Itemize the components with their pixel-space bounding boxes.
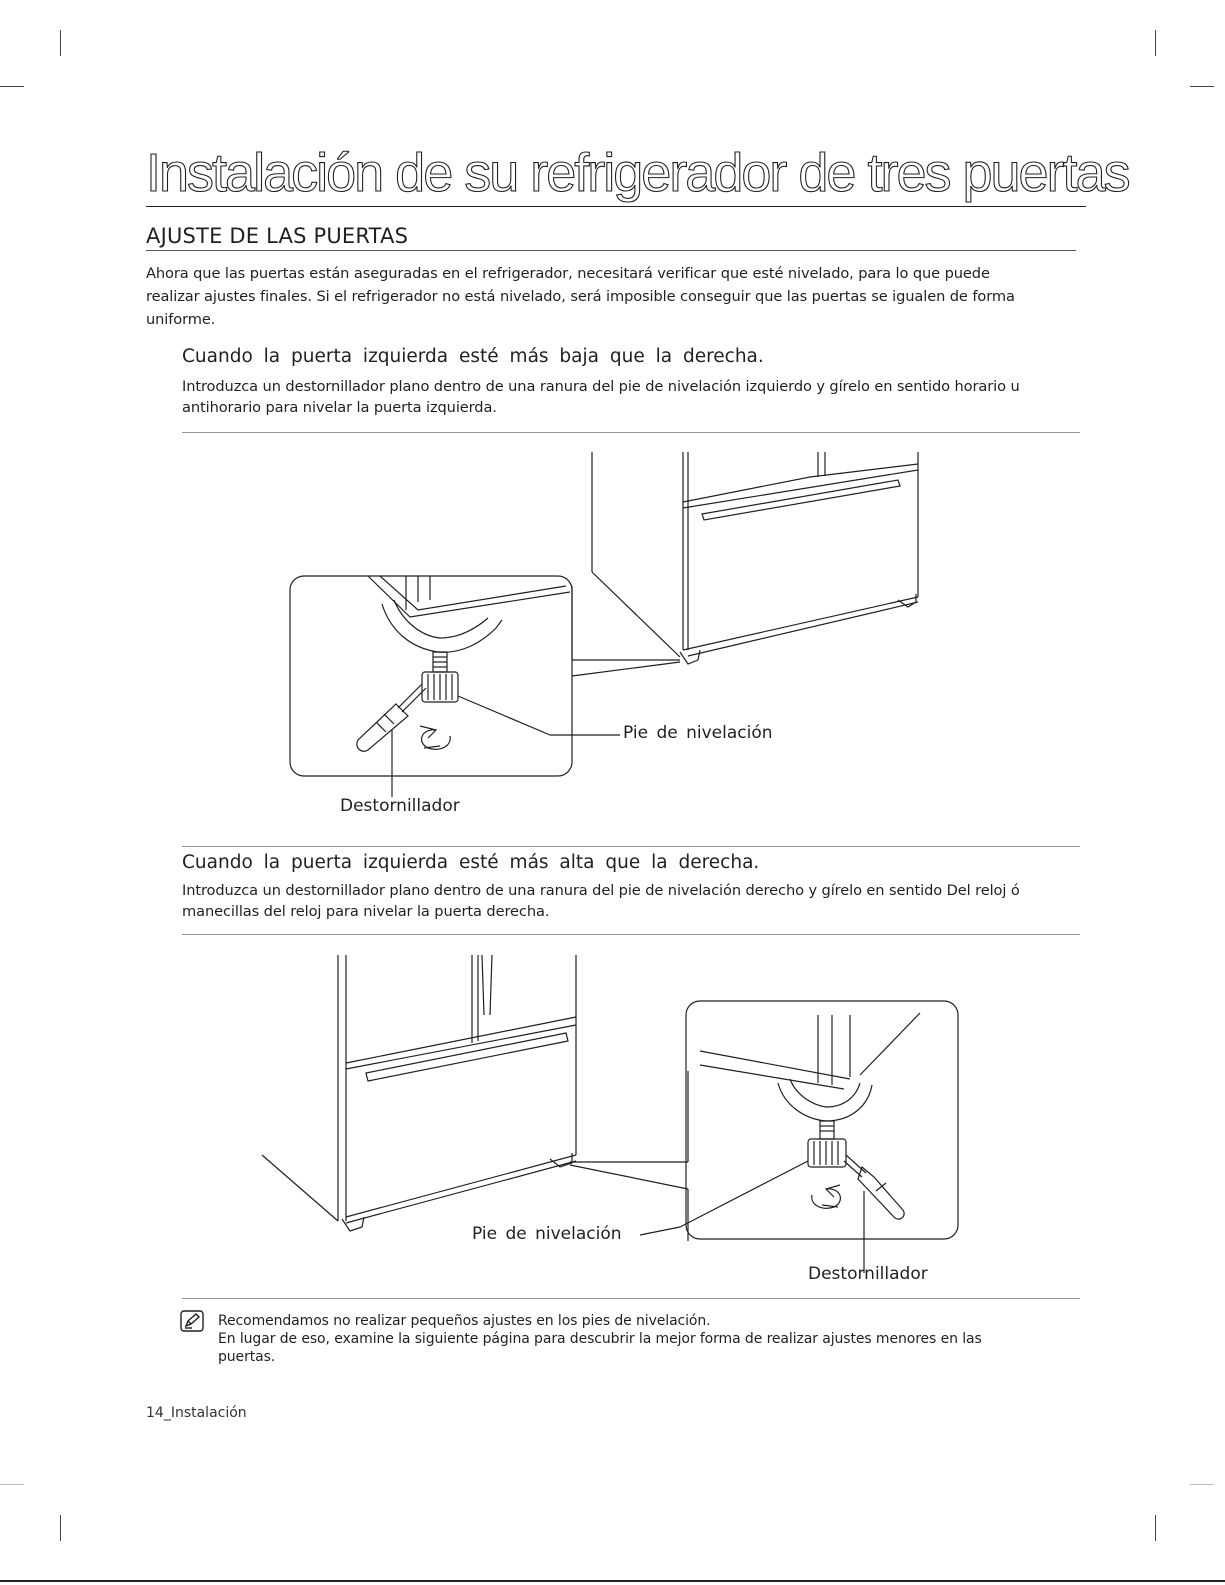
divider [182,934,1080,935]
crop-mark [0,86,24,87]
right-foot-adjust-illustration [260,955,960,1255]
screwdriver-label: Destornillador [340,796,460,816]
screwdriver-label: Destornillador [808,1264,928,1284]
crop-mark [0,1484,24,1485]
left-foot-adjust-illustration [270,452,930,832]
divider [182,432,1080,433]
page-title: Instalación de su refrigerador de tres puertas [146,140,1086,207]
case-left-higher-text: Introduzca un destornillador plano dentro de una ranura del pie de nivelación derecho y gírelo en sentido Del reloj ó manecillas del reloj para nivelar la puerta derecha. [182,882,1020,920]
crop-mark [1155,30,1156,56]
intro-paragraph: Ahora que las puertas están aseguradas en el refrigerador, necesitará verificar que esté nivelado, para lo que puede realizar ajustes finales. Si el refrigerador no está nivelado, será imposible conseguir que las puertas se igualen de forma uniforme. [146,265,1015,328]
crop-mark [1190,86,1214,87]
crop-mark [1155,1515,1156,1541]
note-line-1: Recomendamos no realizar pequeños ajustes en los pies de nivelación. [218,1313,711,1329]
divider [182,1298,1080,1299]
case-left-lower-text: Introduzca un destornillador plano dentro de una ranura del pie de nivelación izquierdo y gírelo en sentido horario u antihorario para nivelar la puerta izquierda. [182,378,1020,416]
case-left-lower-heading: Cuando la puerta izquierda esté más baja que la derecha. [182,346,764,367]
crop-mark [1190,1484,1214,1485]
note-text [218,1312,1038,1366]
note-icon [180,1310,206,1334]
page-footer: 14_Instalación [146,1405,247,1421]
note-line-2: En lugar de eso, examine la siguiente página para descubrir la mejor forma de realizar ajustes menores en las puertas. [218,1331,982,1365]
case-left-higher-heading: Cuando la puerta izquierda esté más alta que la derecha. [182,852,760,873]
crop-mark [60,1515,61,1541]
section-heading: AJUSTE DE LAS PUERTAS [146,222,1076,251]
divider [182,846,1080,847]
leveling-foot-label: Pie de nivelación [472,1224,622,1244]
leveling-foot-label: Pie de nivelación [623,723,773,743]
crop-mark [60,30,61,56]
page-bottom-edge [0,1580,1225,1582]
